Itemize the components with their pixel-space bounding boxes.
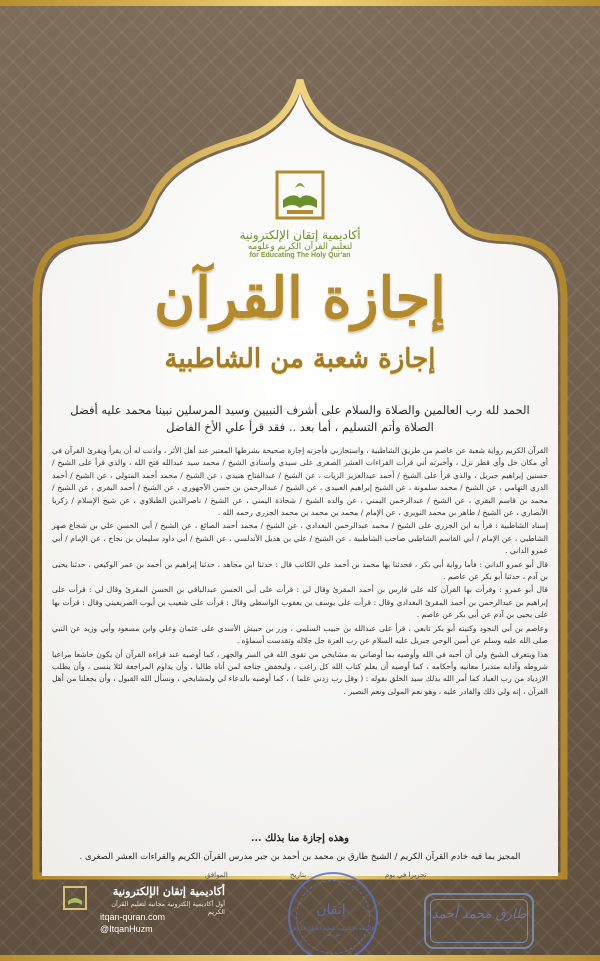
date-label: بتاريخ xyxy=(290,871,307,879)
body-paragraph: هذا ويتعرف الشيخ ولي أن أحبه في الله وأوصيه بما أوصاني به مشايخي من تقوى الله في السر والجهر ، كما أوصيه عند قراءة القرآن أن يكون خاشعا مراعيا شروطه وآدابه متدبرا معانيه وأحكامه ، كما أوصيه أن يعلم كتاب الله كل راغب ، وليخفض جناحه لمن أتاه طالبا ، وأن يداوم المراجعة لئلا ينسى ، وأن يطلب الازدياد من رب العباد كما أمر الله بذلك سيد الخلق بقوله : ( وقل رب زدني علما ) ، كما أوصيه بالدعاء لي ولمشايخي ، ونسأل الله القبول ، وأن يجعلنا من أهل القرآن ، إنه ولي ذلك والقادر عليه ، وهو نعم المولى ونعم النصير . xyxy=(52,649,548,696)
academy-footer-tagline: أول أكاديمية إلكترونية مجانية لتعليم القرآن الكريم xyxy=(111,900,225,916)
academy-stamp xyxy=(288,872,378,961)
quran-book-icon xyxy=(273,168,327,222)
intro-paragraph: الحمد لله رب العالمين والصلاة والسلام على أشرف النبيين وسيد المرسلين نبينا محمد عليه أفضل الصلاة وأتم التسليم ، أما بعد .. فقد قرأ علي الأخ الفاضل xyxy=(70,403,530,434)
grantor-line: المجيز بما فيه خادم القرآن الكريم / الشيخ طارق بن محمد بن أحمد بن جبر مدرس القرآن الكريم والقراءات العشر الصغرى . xyxy=(79,852,521,862)
written-on-day-label: تحريرا في يوم xyxy=(385,871,427,879)
body-paragraph: إسناد الشاطبية : قرأ به ابن الجزري على الشيخ / محمد عبدالرحمن البغدادي ، عن الشيخ / محمد أحمد الصائغ ، عن الشيخ / أبي الحسن علي بن شجاع صهر الشاطبي ، عن الإمام / أبي القاسم الشاطبي صاحب الشاطبية ، عن الشيخ / علي بن هذيل الأندلسي ، عن الشيخ / أبي داود سليمان بن نجاح ، عن الإمام / أبي عمرو الداني . xyxy=(52,521,548,556)
body-paragraph: القرآن الكريم رواية شعبة عن عاصم من طريق الشاطبية ، واستجازني فأجزته إجازة صحيحة بشرطها المعتبر عند أهل الأثر ، وأذنت له أن يقرأ ويقرئ القرآن في أي مكان حل وأي قطر نزل ، وأخبرته أني قرأت القراءات العشر الصغرى على سيدي وأستاذي الشيخ / محمد سيد عبدالله فتح الله ، والذي قرأ على الشيخ / حسنين إبراهيم جبريل ، والذي قرأ على الشيخ / أحمد عبدالعزيز الزيات ، عن الشيخ / عبدالفتاح هنيدي ، عن الشيخ / محمد أحمد المتولي ، عن الشيخ / أحمد الدري التهامي ، عن الشيخ / محمد سلمونة ، عن الشيخ إبراهيم العبيدي ، عن الشيخ / عبدالرحمن بن حسن الأجهوري ، عن الشيخ / أحمد البقري ، عن الشيخ / محمد بن قاسم البقري ، عن الشيخ / عبدالرحمن اليمني ، عن والده الشيخ / شحاذة اليمني ، عن الشيخ / ناصرالدين الطبلاوي ، عن شيخ الإسلام / زكريا الأنصاري ، عن الشيخ / طاهر بن محمد النويري ، عن الإمام / محمد بن محمد بن محمد الجزري رحمه الله . xyxy=(52,446,548,518)
bottom-gold-band xyxy=(0,955,600,961)
stamp-emblem-icon xyxy=(288,872,374,958)
corresponding-label: الموافق xyxy=(205,871,228,879)
academy-logo xyxy=(235,168,365,259)
certificate-subtitle: إجازة شعبة من الشاطبية xyxy=(164,344,436,374)
closing-line: وهذه إجازة منا بذلك ... xyxy=(251,833,349,844)
body-paragraph: قال أبو عمرو : وقرأت بها القرآن كله على فارس بن أحمد المقرئ وقال لي : قرأت على أبي الحسن عبدالباقي بن الحسن المقرئ وقال لي : قرأت على إبراهيم بن عبدالرحمن بن أحمد المقرئ البغدادي وقال : قرأت على يوسف بن يعقوب الواسطي وقال : قرأت على شعيب بن أيوب الصريفيني وقال : قرأت بها على يحيى بن آدم عن أبي بكر عن عاصم . xyxy=(52,585,548,620)
signature-stamp xyxy=(424,893,534,949)
academy-website-link[interactable]: itqan-quran.com xyxy=(100,912,166,922)
logo-arabic-name: أكاديمية إتقان الإلكترونية xyxy=(239,228,361,242)
itqan-logo-icon xyxy=(62,885,88,911)
body-paragraph: قال أبو عمرو الداني : فأما رواية أبي بكر ، فحدثنا بها محمد بن أحمد علي الكاتب قال : حدثنا ابن مجاهد ، حدثنا إبراهيم بن أحمد بن عمر الوكيعي ، حدثنا يحيى بن آدم ، حدثنا أبو بكر عن عاصم . xyxy=(52,559,548,582)
body-text xyxy=(52,445,548,699)
academy-footer-name: أكاديمية إتقان الإلكترونية xyxy=(112,885,225,898)
stamp-text: المنصة الإلكترونية لتعليم القرآن الكريم عن بعد xyxy=(293,926,373,938)
body-paragraph: وعاصم بن أبي النجود وكنيته أبو بكر تابعي ، قرأ على عبدالله بن حبيب السلمي ، وزر بن حبيش الأسدي على عثمان وعلي وابن مسعود وأبي وزيد عن النبي صلى الله عليه وسلم عن أمين الوحي جبريل عليه السلام عن رب العزة جل جلاله وتقدست أسماؤه . xyxy=(52,623,548,646)
logo-english-tagline: for Educating The Holy Qur'an xyxy=(249,252,351,259)
svg-text:إتقان: إتقان xyxy=(316,902,346,918)
signature-stamp-text: طارق محمد أحمد xyxy=(431,907,527,922)
academy-social-handle[interactable]: @ItqanHuzm xyxy=(100,924,153,934)
certificate-title: إجازة القرآن xyxy=(154,265,446,331)
logo-arabic-tagline: لتعليم القرآن الكريم وعلومه xyxy=(247,242,353,252)
